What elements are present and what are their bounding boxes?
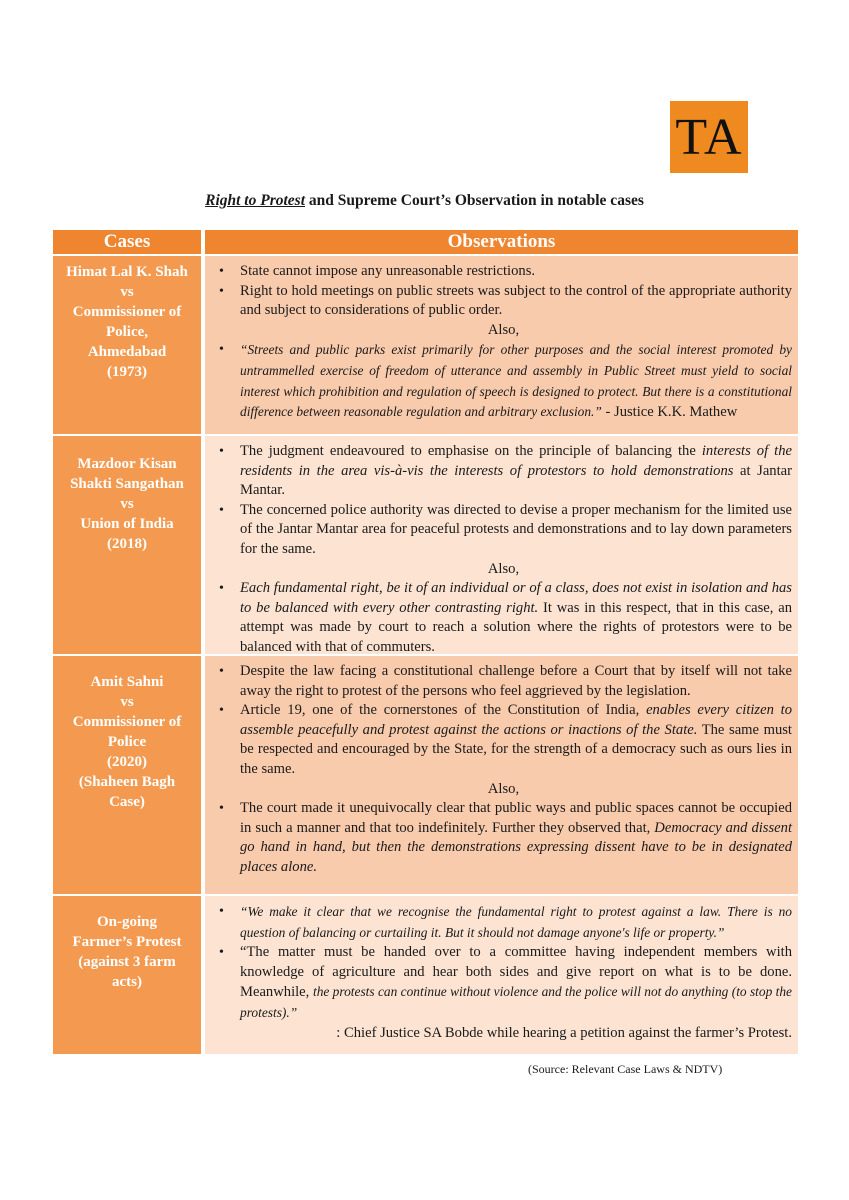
source-note: (Source: Relevant Case Laws & NDTV) [528, 1062, 723, 1076]
header-observations: Observations [205, 230, 798, 254]
case-line: Ahmedabad [87, 344, 167, 360]
title-rest: and Supreme Court’s Observation in notable cases [305, 192, 644, 209]
case-line: Case) [109, 794, 145, 810]
attribution-text: : Chief Justice SA Bobde while hearing a petition against the farmer’s Protest. [336, 1024, 792, 1041]
bullet-italic: Democracy and dissent go hand in hand, but then the demonstrations expressing dissent have to be in designated places alone. [240, 819, 792, 875]
case-line: (Shaheen Bagh [78, 774, 176, 790]
case-line: (1973) [107, 364, 147, 380]
case-line: vs [120, 496, 134, 512]
bullet-text: The court made it unequivocally clear that public ways and public spaces cannot be occupied in such a manner and that too indefinitely. Further they observed that, [240, 800, 792, 836]
table-row [53, 896, 798, 1054]
bullet-item: • Right to hold meetings on public streets was subject to the control of the appropriate authority and subject to considerations of public order. [215, 282, 792, 321]
case-line: Commissioner of [72, 304, 182, 320]
case-line: (against 3 farm [78, 954, 176, 970]
bullet-item [215, 579, 792, 657]
case-line: Police [107, 734, 147, 750]
bullet-text: The judgment endeavoured to emphasise on the principle of balancing the [240, 443, 702, 459]
case-line: Union of India [80, 516, 174, 532]
case-line: acts) [112, 974, 142, 990]
quote-text: “Streets and public parks exist primarily for other purposes and the social interest promoted by untrammelled exercise of freedom of utterance and assembly in Public Street must yield to social interest which prohibition and regulation of speech is designed to protect. But there is a constitutional difference between reasonable regulation and arbitrary exclusion.” [240, 342, 792, 420]
observation-cell [205, 896, 798, 1054]
case-line: vs [120, 284, 134, 300]
bullet-text: “The matter must be handed over to a committee having independent members with knowledge of agriculture and hear both sides and give report on what is to be done. Meanwhile, [240, 944, 792, 1001]
case-line: Commissioner of [72, 714, 182, 730]
case-cell [53, 896, 201, 1054]
case-line: (2020) [107, 754, 147, 770]
case-cell [53, 436, 201, 654]
bullet-italic: the protests can continue without violence and the police will not do anything (to stop the protests).” [240, 984, 793, 1020]
case-line: Shakti Sangathan [70, 476, 184, 492]
table-row [53, 256, 798, 434]
quote-text: “We make it clear that we recognise the fundamental right to protest against a law. There is no question of balancing or curtailing it. But it should not damage anyone's life or property.” [240, 904, 792, 940]
case-line: Amit Sahni [90, 674, 164, 690]
bullet-item: • Despite the law facing a constitutional challenge before a Court that by itself will not take away the right to protest of the persons who feel aggrieved by the legislation. [215, 662, 792, 701]
case-line: Police, [105, 324, 149, 340]
bullet-item [215, 442, 792, 501]
bullet-item: • The concerned police authority was directed to devise a proper mechanism for the limited use of the Jantar Mantar area for peaceful protests and demonstrations and to lay down parameters for the same. [215, 501, 792, 560]
observation-cell [205, 436, 798, 654]
bullet-text: at Jantar Mantar. [240, 462, 792, 499]
bullet-text: The same must be respected and encouraged by the State, for the strength of a democracy such as ours lies in the same. [240, 721, 792, 777]
bullet-item [215, 902, 792, 943]
bullet-text: Article 19, one of the cornerstones of the Constitution of India, [240, 702, 647, 719]
bullet-item [215, 340, 792, 422]
also-text: Also, [487, 321, 520, 338]
case-line: (2018) [107, 536, 147, 552]
header-cases: Cases [53, 230, 201, 254]
bullet-item [215, 943, 792, 1023]
cases-table [53, 230, 798, 1054]
also-text: Also, [487, 560, 520, 577]
case-line: Farmer’s Protest [72, 934, 182, 950]
observation-cell [205, 256, 798, 434]
bullet-italic: Each fundamental right, be it of an individual or of a class, does not exist in isolation and has to be balanced with every other contrasting right. [240, 580, 792, 616]
case-line: Himat Lal K. Shah [66, 264, 188, 280]
title-italic: Right to Protest [205, 192, 306, 209]
case-line: Mazdoor Kisan [77, 456, 177, 472]
case-line: On-going [96, 914, 157, 930]
bullet-text: It was in this respect, that in this case, an attempt was made by court to reach a solution where the rights of protestors were to be balanced with that of commuters. [240, 599, 793, 655]
bullet-item [215, 701, 792, 779]
case-cell [53, 256, 201, 434]
bullet-italic: interests of the residents in the area vis-à-vis the interests of protestors to hold demonstrations [240, 443, 792, 479]
case-line: vs [120, 694, 134, 710]
observation-cell [205, 656, 798, 894]
table-row [53, 436, 798, 654]
table-row [53, 656, 798, 894]
quote-attribution: - Justice K.K. Mathew [601, 404, 738, 421]
bullet-item: • State cannot impose any unreasonable restrictions. [215, 262, 792, 282]
ta-logo: TA [670, 101, 748, 173]
page-title [0, 192, 849, 210]
case-cell [53, 656, 201, 894]
bullet-item [215, 799, 792, 877]
also-text: Also, [487, 780, 520, 797]
table-header [53, 230, 798, 254]
bullet-italic: enables every citizen to assemble peacefully and protest against the actions or inactions of the State. [240, 702, 793, 738]
